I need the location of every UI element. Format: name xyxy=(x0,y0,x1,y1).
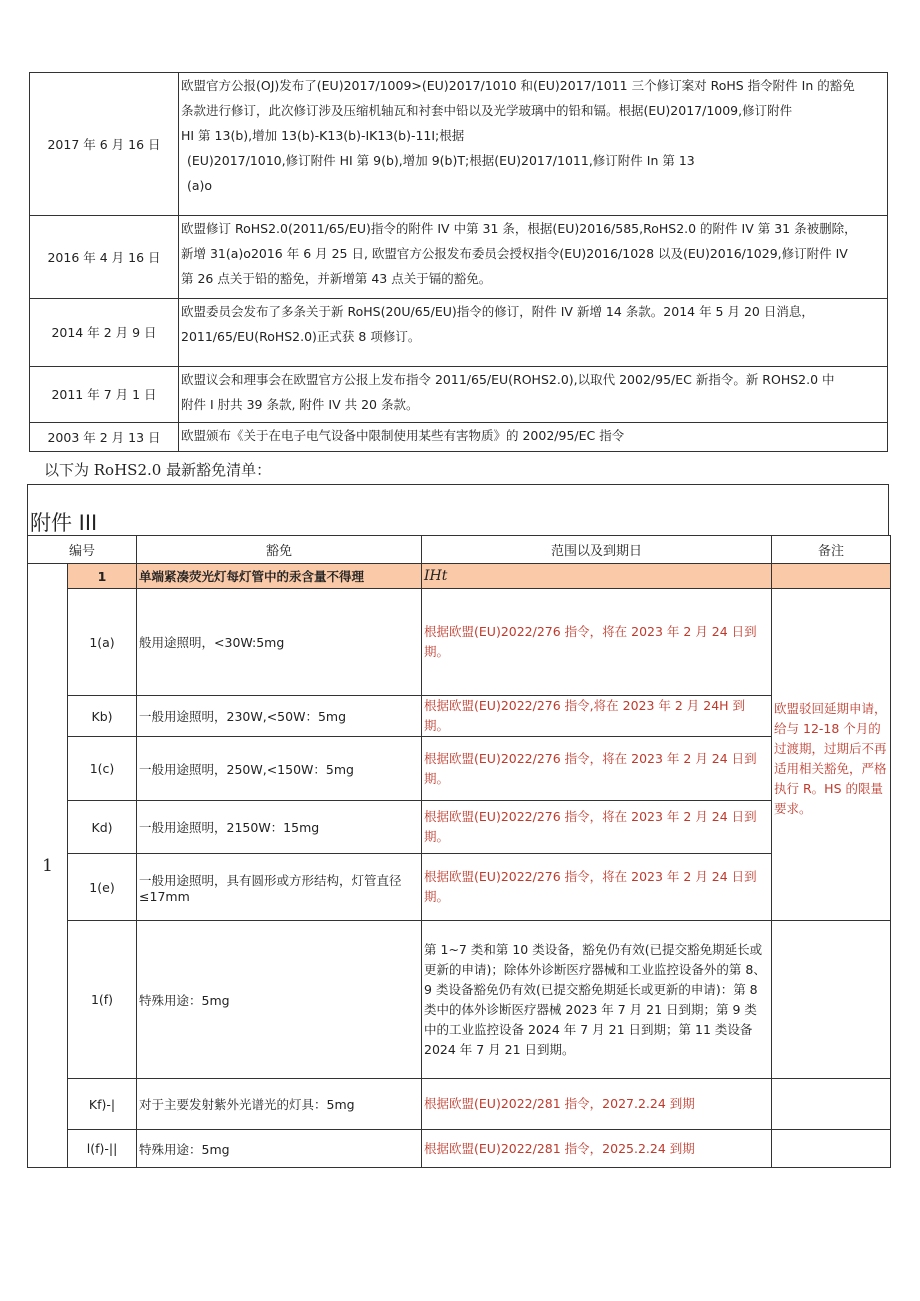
history-line: 欧盟委员会发布了多条关于新 RoHS(20U/65/EU)指令的修订，附件 IV 新增 14 条款。2014 年 5 月 20 日消息， xyxy=(181,304,814,319)
exemption-scope: 根据欧盟(EU)2022/276 指令，将在 2023 年 2 月 24 日到期。 xyxy=(422,854,772,921)
annex-title-box xyxy=(27,484,889,535)
exemption-scope: 根据欧盟(EU)2022/281 指令，2025.2.24 到期 xyxy=(422,1130,772,1168)
exemption-description: 特殊用途：5mg xyxy=(137,921,422,1079)
exemption-code: 1(c) xyxy=(68,737,137,801)
history-line: 欧盟议会和理事会在欧盟官方公报上发布指令 2011/65/EU(ROHS2.0),以取代 2002/95/EC 新指令。新 ROHS2.0 中 xyxy=(181,372,835,387)
exemption-description: 特殊用途：5mg xyxy=(137,1130,422,1168)
table-row xyxy=(28,589,891,696)
group-number: 1 xyxy=(28,564,68,1168)
exemption-code: Kb) xyxy=(68,696,137,737)
history-line: 欧盟官方公报(OJ)发布了(EU)2017/1009>(EU)2017/1010 和(EU)2017/1011 三个修订案对 RoHS 指令附件 In 的豁免 xyxy=(181,78,855,93)
history-line: 条款进行修订，此次修订涉及压缩机轴瓦和衬套中铅以及光学玻璃中的铅和镉。根据(EU)2017/1009,修订附件 xyxy=(181,103,793,118)
history-line: 新增 31(a)o2016 年 6 月 25 日, 欧盟官方公报发布委员会授权指令(EU)2016/1028 以及(EU)2016/1029,修订附件 IV xyxy=(181,246,848,261)
history-line: 欧盟修订 RoHS2.0(2011/65/EU)指令的附件 IV 中第 31 条，根据(EU)2016/585,RoHS2.0 的附件 IV 第 31 条被删除， xyxy=(181,221,857,236)
table-row xyxy=(28,1130,891,1168)
history-line: 2011/65/EU(RoHS2.0)正式获 8 项修订。 xyxy=(181,329,421,344)
table-header-row xyxy=(28,536,891,564)
table-row xyxy=(28,1079,891,1130)
exemption-remark-empty xyxy=(772,1079,891,1130)
exemption-scope: 根据欧盟(EU)2022/276 指令，将在 2023 年 2 月 24 日到期。 xyxy=(422,801,772,854)
history-line: (EU)2017/1010,修订附件 HI 第 9(b),增加 9(b)T;根据(EU)2017/1011,修订附件 In 第 13 xyxy=(187,153,695,168)
exemption-code: Kf)-| xyxy=(68,1079,137,1130)
highlight-code: 1 xyxy=(68,564,137,589)
history-date: 2016 年 4 月 16 日 xyxy=(30,216,179,299)
history-description xyxy=(179,299,888,367)
highlight-remark xyxy=(772,564,891,589)
exemption-remark-empty xyxy=(772,921,891,1079)
exemption-description: 一般用途照明，230W,<50W：5mg xyxy=(137,696,422,737)
revision-history-table xyxy=(29,72,888,452)
history-line: 第 26 点关于铅的豁免，并新增第 43 点关于镉的豁免。 xyxy=(181,271,492,286)
exemption-description: 对于主要发射紫外光谱光的灯具：5mg xyxy=(137,1079,422,1130)
header-number: 编号 xyxy=(28,536,137,564)
exemption-remark: 欧盟驳回延期申请，给与 12-18 个月的过渡期，过期后不再适用相关豁免，严格执行 R。HS 的限量要求。 xyxy=(772,589,891,921)
history-description xyxy=(179,423,888,452)
table-row xyxy=(28,801,891,854)
history-description xyxy=(179,367,888,423)
exemption-scope: 根据欧盟(EU)2022/276 指令,将在 2023 年 2 月 24H 到期。 xyxy=(422,696,772,737)
header-exemption: 豁免 xyxy=(137,536,422,564)
history-date: 2017 年 6 月 16 日 xyxy=(30,73,179,216)
history-line: 附件 I 肘共 39 条款, 附件 IV 共 20 条款。 xyxy=(181,397,419,412)
table-row xyxy=(28,921,891,1079)
exemption-table xyxy=(27,535,891,1168)
exemption-code: 1(f) xyxy=(68,921,137,1079)
annex-title: 附件 III xyxy=(30,511,98,535)
history-description xyxy=(179,216,888,299)
history-description xyxy=(179,73,888,216)
exemption-code: 1(e) xyxy=(68,854,137,921)
history-line: (a)o xyxy=(187,178,213,193)
exemption-description: 一般用途照明，具有圆形或方形结构，灯管直径≤17mm xyxy=(137,854,422,921)
highlight-scope: IHt xyxy=(422,564,772,589)
exemption-description: 般用途照明，<30W:5mg xyxy=(137,589,422,696)
history-row xyxy=(30,299,888,367)
exemption-scope: 第 1~7 类和第 10 类设备，豁免仍有效(已提交豁免期延长或更新的申请)；除体外诊断医疗器械和工业监控设备外的第 8、9 类设备豁免仍有效(已提交豁免期延长或更新的申请)：第 8 类中的体外诊断医疗器械 2023 年 7 月 21 日到期；第 9 类中的工业监控设备 2024 年 7 月 21 日到期；第 11 类设备 2024 年 7 月 21 日到期。 xyxy=(422,921,772,1079)
table-row xyxy=(28,854,891,921)
exemption-scope: 根据欧盟(EU)2022/276 指令，将在 2023 年 2 月 24 日到期。 xyxy=(422,589,772,696)
history-date: 2014 年 2 月 9 日 xyxy=(30,299,179,367)
history-row xyxy=(30,423,888,452)
exemption-scope: 根据欧盟(EU)2022/281 指令，2027.2.24 到期 xyxy=(422,1079,772,1130)
exemption-code: Kd) xyxy=(68,801,137,854)
exemption-code: l(f)-|| xyxy=(68,1130,137,1168)
history-row xyxy=(30,216,888,299)
highlight-description: 单端紧凑荧光灯每灯管中的汞含量不得理 xyxy=(137,564,422,589)
header-scope: 范围以及到期日 xyxy=(422,536,772,564)
exemption-code: 1(a) xyxy=(68,589,137,696)
exemption-description: 一般用途照明，2150W：15mg xyxy=(137,801,422,854)
history-date: 2003 年 2 月 13 日 xyxy=(30,423,179,452)
table-row xyxy=(28,696,891,737)
history-date: 2011 年 7 月 1 日 xyxy=(30,367,179,423)
header-remark: 备注 xyxy=(772,536,891,564)
table-row xyxy=(28,737,891,801)
highlight-row xyxy=(28,564,891,589)
history-row xyxy=(30,73,888,216)
history-line: HI 第 13(b),增加 13(b)-K13(b)-IK13(b)-11I;根据 xyxy=(181,128,465,143)
exemption-description: 一般用途照明，250W,<150W：5mg xyxy=(137,737,422,801)
exemption-remark-empty xyxy=(772,1130,891,1168)
exemption-list-intro: 以下为 RoHS2.0 最新豁免清单： xyxy=(44,461,272,479)
history-row xyxy=(30,367,888,423)
exemption-scope: 根据欧盟(EU)2022/276 指令，将在 2023 年 2 月 24 日到期。 xyxy=(422,737,772,801)
history-line: 欧盟颁布《关于在电子电气设备中限制使用某些有害物质》的 2002/95/EC 指令 xyxy=(181,428,625,443)
